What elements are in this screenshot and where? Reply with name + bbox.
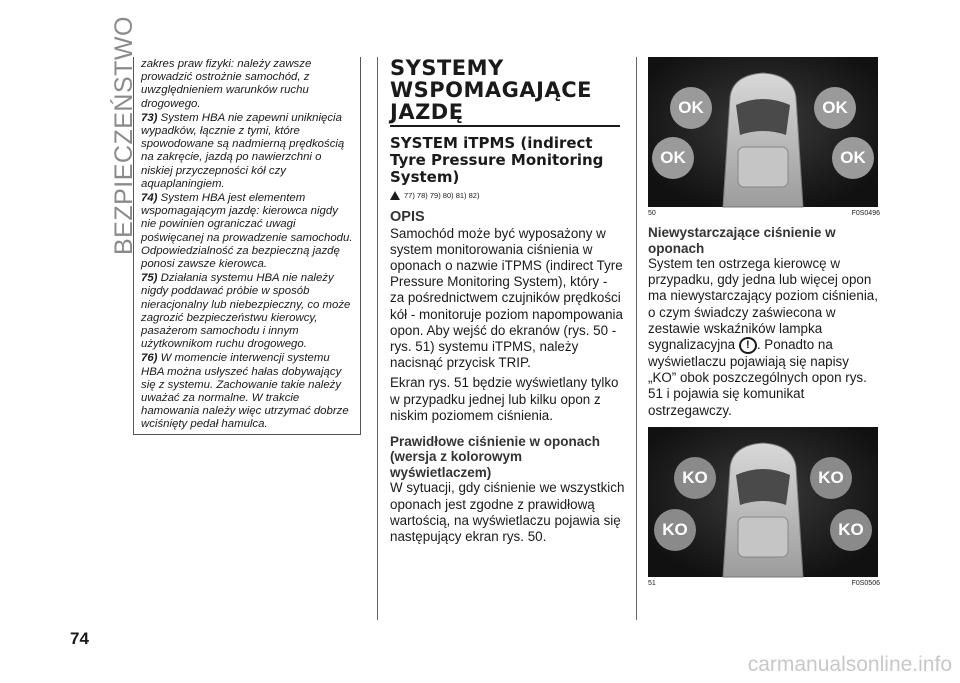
tire-status-rr: OK [832,137,874,179]
low-pressure-paragraph: System ten ostrzega kierowcę w przypadku, gdy jedna lub więcej opon ma niewystarczający poziom ciśnienia, o czym świadczy zaświecona w zestawie wskaźników lampka sygnalizacyjna ! . Ponadto na wyświetlaczu pojawiają się napisy „KO” obok poszczególnych opon rys. 51 i pojawia się komunikat ostrzegawczy. [648,256,878,418]
right-column [648,57,880,595]
correct-pressure-heading: Prawidłowe ciśnienie w oponach (wersja z kolorowym wyświetlaczem) [390,433,601,480]
section-title: SYSTEMY WSPOMAGAJĄCE JAZDĘ [390,56,592,124]
tire-status-rr: KO [830,509,872,551]
opis-heading: OPIS [390,209,425,225]
tire-status-fr: KO [810,457,852,499]
car-top-view-image [648,427,878,577]
warning-intro: zakres praw fizyki: należy zawsze prowadzić ostrożnie samochód, z uwzględnieniem warunków ruchu drogowego. [141,58,312,110]
tire-status-fl: OK [670,87,712,129]
section-underline [390,125,620,127]
figure-51-caption: 51 F0S0506 [648,579,880,587]
figure-50 [648,57,878,207]
middle-column [390,57,625,549]
figure-51 [648,427,878,577]
watermark-link[interactable]: carmanualsonline.info [747,653,952,676]
side-section-title: BEZPIECZEŃSTWO [110,16,138,255]
car-top-view-image [648,57,878,207]
warning-triangle-icon [390,191,400,200]
tire-pressure-warning-icon: ! [739,337,757,354]
warning-item: 75) Działania systemu HBA nie należy nigdy poddawać próbie w sposób nieracjonalny lub niebezpieczny, co może zagrozić bezpieczeństwu kierowcy, pasażerom samochodu i innym użytkownikom ruchu drogowego. [141,272,351,351]
warning-item: 74) System HBA jest elementem wspomagającym jazdę: kierowca nigdy nie powinien ograniczać uwagi poświęcanej na prowadzenie samochodu. Odpowiedzialność za bezpieczną jazdę ponosi zawsze kierowca. [141,192,353,271]
page-number: 74 [70,629,89,648]
warning-item: 73) System HBA nie zapewni uniknięcia wypadków, łącznie z tymi, które spowodowane są nadmierną prędkością na zakręcie, jazdą po nawierzchni o niskiej przyczepności kół czy aquaplaningiem. [141,111,345,190]
opis-paragraph-2: Ekran rys. 51 będzie wyświetlany tylko w przypadku jednej lub kilku opon z niskim poziomem ciśnienia. [390,375,619,423]
warning-box [133,57,361,435]
column-divider [377,57,378,620]
tire-status-rl: KO [654,509,696,551]
low-pressure-heading: Niewystarczające ciśnienie w oponach [648,225,836,256]
subsection-title: SYSTEM iTPMS (indirect Tyre Pressure Monitoring System) [390,134,604,186]
tire-status-rl: OK [652,137,694,179]
tire-status-fr: OK [814,87,856,129]
warning-item: 76) W momencie interwencji systemu HBA można usłyszeć hałas dobywający się z systemu. Zachowanie takie należy uważać za normalne. W trakcie hamowania należy więc utrzymać dobrze wciśnięty pedał hamulca. [141,352,349,431]
figure-50-caption: 50 F0S0496 [648,210,880,217]
column-divider [636,57,637,620]
correct-pressure-paragraph: W sytuacji, gdy ciśnienie we wszystkich oponach jest zgodne z prawidłową wartością, na wyświetlaczu pojawia się następujący ekran rys. 50. [390,480,625,545]
warning-references: 77) 78) 79) 80) 81) 82) [390,191,625,200]
tire-status-fl: KO [674,457,716,499]
opis-paragraph: Samochód może być wyposażony w system monitorowania ciśnienia w oponach o nazwie iTPMS (indirect Tyre Pressure Monitoring System), który - za pośrednictwem czujników prędkości kół - monitoruje poziom napompowania opon. Aby wejść do ekranów (rys. 50 - rys. 51) systemu iTPMS, należy nacisnąć przycisk TRIP. [390,225,623,371]
